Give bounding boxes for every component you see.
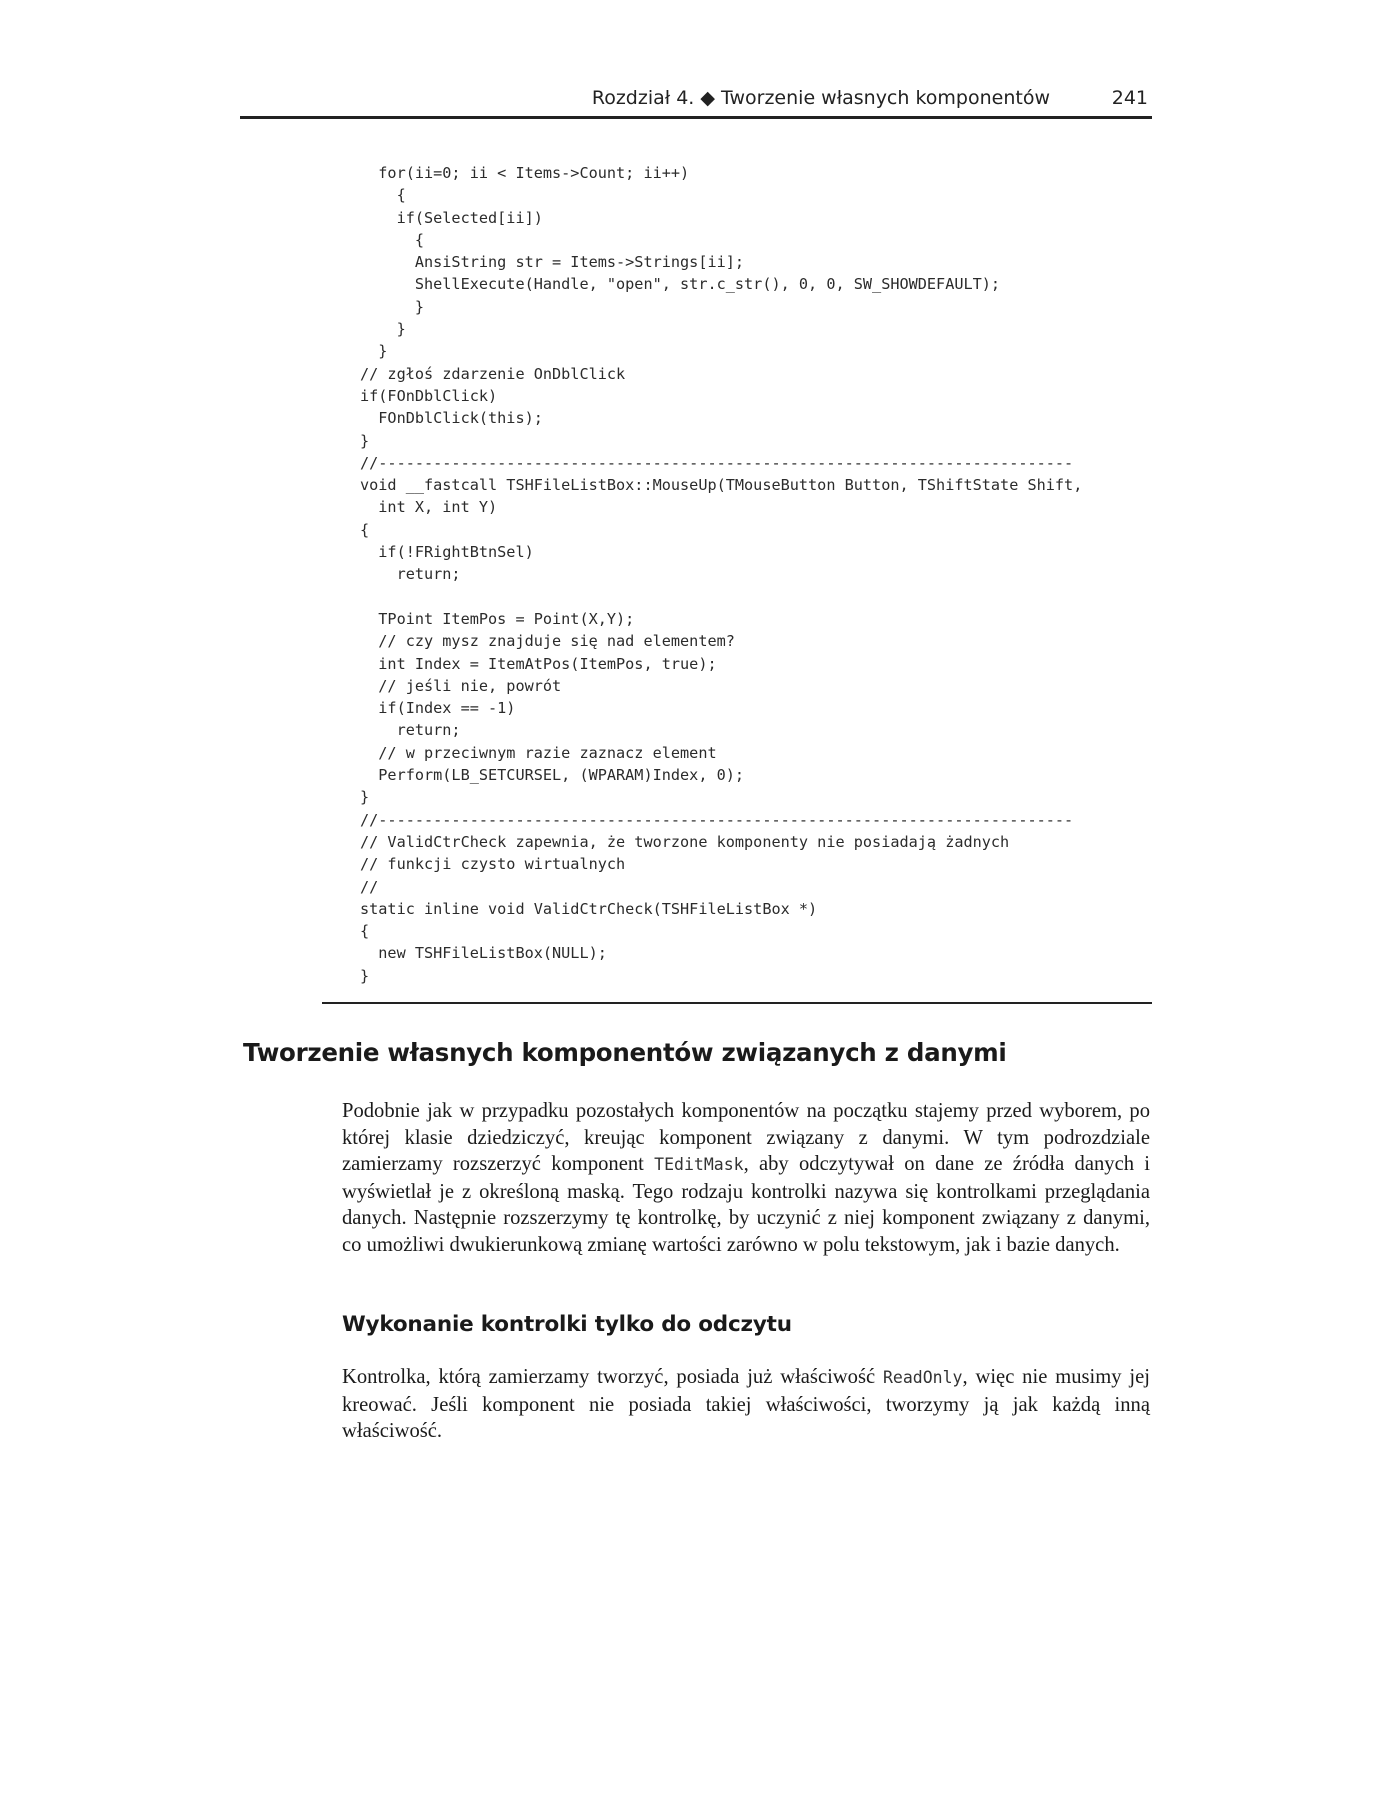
paragraph-text: Kontrolka, którą zamierzamy tworzyć, posiada już właściwość bbox=[342, 1366, 883, 1388]
code-line: } bbox=[360, 431, 370, 450]
code-line: new TSHFileListBox(NULL); bbox=[360, 944, 607, 963]
code-line: { bbox=[360, 520, 370, 539]
code-line: // bbox=[360, 877, 379, 896]
paragraph-text: , więc nie musimy jej kreować. Jeśli komponent nie posiada takiej właściwości, tworzymy ją jak każdą inną właściwość. bbox=[342, 1366, 1150, 1443]
code-line: { bbox=[360, 230, 425, 249]
chapter-title: Rozdział 4. ◆ Tworzenie własnych komponentów bbox=[591, 87, 1050, 109]
code-line: //---------------------------------------------------------------------------- bbox=[360, 810, 1074, 829]
code-line: TPoint ItemPos = Point(X,Y); bbox=[360, 609, 635, 628]
running-header bbox=[240, 80, 1152, 119]
paragraph-text: , aby odczytywał on dane ze źródła danych i wyświetlał je z określoną maską. Tego rodzaju kontrolki nazywa się kontrolkami przeglądania danych. Następnie rozszerzymy tę kontrolkę, by uczynić z niej komponent związany z danymi, co umożliwi dwukierunkową zmianę wartości zarówno w polu tekstowym, jak i bazie danych. bbox=[342, 1153, 1151, 1256]
code-line: // w przeciwnym razie zaznacz element bbox=[360, 743, 717, 762]
code-line: } bbox=[360, 788, 370, 807]
code-line: for(ii=0; ii < Items->Count; ii++) bbox=[360, 164, 690, 182]
subsection-heading: Wykonanie kontrolki tylko do odczytu bbox=[342, 1312, 792, 1337]
code-line: { bbox=[360, 922, 370, 941]
code-line: } bbox=[360, 320, 406, 339]
inline-code-readonly: ReadOnly bbox=[882, 1368, 963, 1387]
inline-code-teditmask: TEditMask bbox=[654, 1155, 744, 1175]
code-line: if(Index == -1) bbox=[360, 699, 516, 718]
code-line: // jeśli nie, powrót bbox=[360, 676, 562, 695]
code-line: return; bbox=[360, 565, 461, 584]
code-line: // zgłoś zdarzenie OnDblClick bbox=[360, 364, 626, 383]
code-line: } bbox=[360, 966, 370, 985]
code-line: } bbox=[360, 297, 425, 316]
code-line: if(!FRightBtnSel) bbox=[360, 543, 534, 562]
code-line: { bbox=[360, 186, 406, 205]
code-line: if(FOnDblClick) bbox=[360, 386, 498, 405]
subsection-paragraph bbox=[342, 1364, 1150, 1445]
code-line: //---------------------------------------------------------------------------- bbox=[360, 453, 1074, 472]
code-line: } bbox=[360, 342, 388, 361]
code-line: // funkcji czysto wirtualnych bbox=[360, 855, 626, 874]
code-line: void __fastcall TSHFileListBox::MouseUp(TMouseButton Button, TShiftState Shift, bbox=[360, 476, 1083, 495]
code-line: ShellExecute(Handle, "open", str.c_str(), 0, 0, SW_SHOWDEFAULT); bbox=[360, 275, 1001, 294]
code-line: int Index = ItemAtPos(ItemPos, true); bbox=[360, 654, 717, 673]
code-line: return; bbox=[360, 721, 461, 740]
section-heading: Tworzenie własnych komponentów związanych z danymi bbox=[243, 1038, 1007, 1067]
code-line: FOnDblClick(this); bbox=[360, 409, 543, 428]
code-line: int X, int Y) bbox=[360, 498, 498, 517]
code-listing-bottom-rule bbox=[322, 1002, 1152, 1004]
code-line: Perform(LB_SETCURSEL, (WPARAM)Index, 0); bbox=[360, 766, 745, 785]
code-line: // czy mysz znajduje się nad elementem? bbox=[360, 632, 735, 651]
code-listing bbox=[360, 162, 1082, 987]
code-line: AnsiString str = Items->Strings[ii]; bbox=[360, 253, 745, 272]
code-line: static inline void ValidCtrCheck(TSHFileListBox *) bbox=[360, 899, 818, 918]
code-line: // ValidCtrCheck zapewnia, że tworzone komponenty nie posiadają żadnych bbox=[360, 832, 1010, 851]
page-number: 241 bbox=[1111, 87, 1148, 109]
paragraph-text: Podobnie jak w przypadku pozostałych komponentów na początku stajemy przed wyborem, po której klasie dziedziczyć, kreując komponent związany z danymi. W tym podrozdziale zamierzamy rozszerzyć komponent bbox=[342, 1100, 1150, 1176]
code-line: if(Selected[ii]) bbox=[360, 208, 543, 227]
section-paragraph bbox=[342, 1098, 1150, 1259]
